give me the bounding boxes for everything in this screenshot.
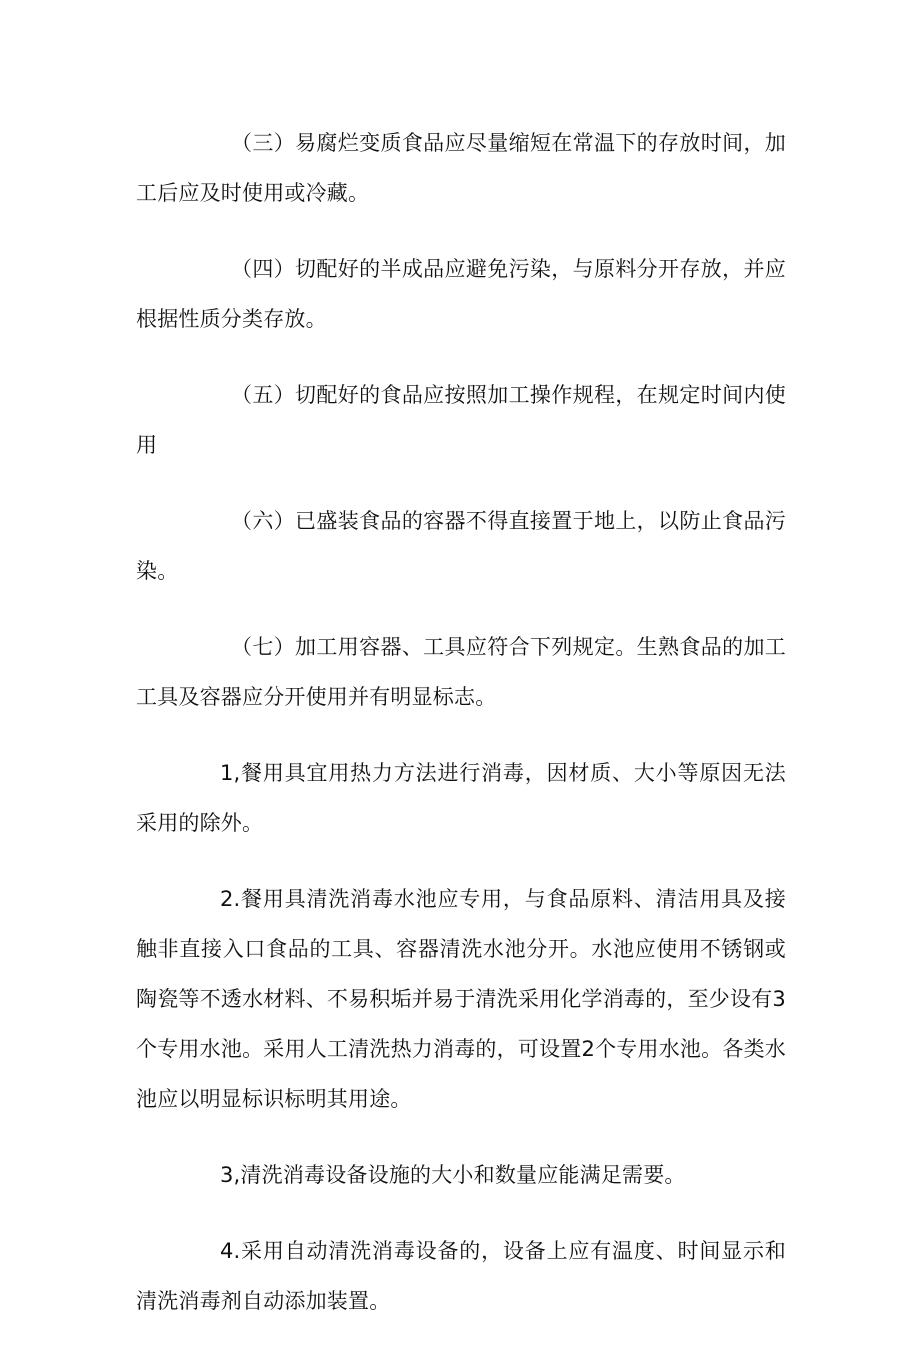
paragraph-item-3: （三）易腐烂变质食品应尽量缩短在常温下的存放时间，加工后应及时使用或冷藏。	[136, 131, 786, 205]
paragraph-item-4: （四）切配好的半成品应避免污染，与原料分开存放，并应根据性质分类存放。	[136, 257, 786, 331]
numbered-item-2: 2.餐用具清洗消毒水池应专用，与食品原料、清洁用具及接触非直接入口食品的工具、容器清洗水池分开。水池应使用不锈钢或陶瓷等不透水材料、不易积垢并易于清洗采用化学消毒的，至少设有3个专用水池。采用人工清洗热力消毒的，可设置2个专用水池。各类水池应以明显标识标明其用途。	[136, 887, 786, 1111]
paragraph-item-5: （五）切配好的食品应按照加工操作规程，在规定时间内使用	[136, 383, 786, 457]
numbered-item-4: 4.采用自动清洗消毒设备的，设备上应有温度、时间显示和清洗消毒剂自动添加装置。	[136, 1239, 786, 1313]
document-body	[136, 118, 786, 1352]
paragraph-item-6: （六）已盛装食品的容器不得直接置于地上，以防止食品污染。	[136, 509, 786, 583]
numbered-item-3: 3,清洗消毒设备设施的大小和数量应能满足需要。	[220, 1163, 686, 1187]
numbered-item-1: 1,餐用具宜用热力方法进行消毒，因材质、大小等原因无法采用的除外。	[136, 761, 786, 835]
paragraph-item-7: （七）加工用容器、工具应符合下列规定。生熟食品的加工工具及容器应分开使用并有明显标志。	[136, 635, 786, 709]
